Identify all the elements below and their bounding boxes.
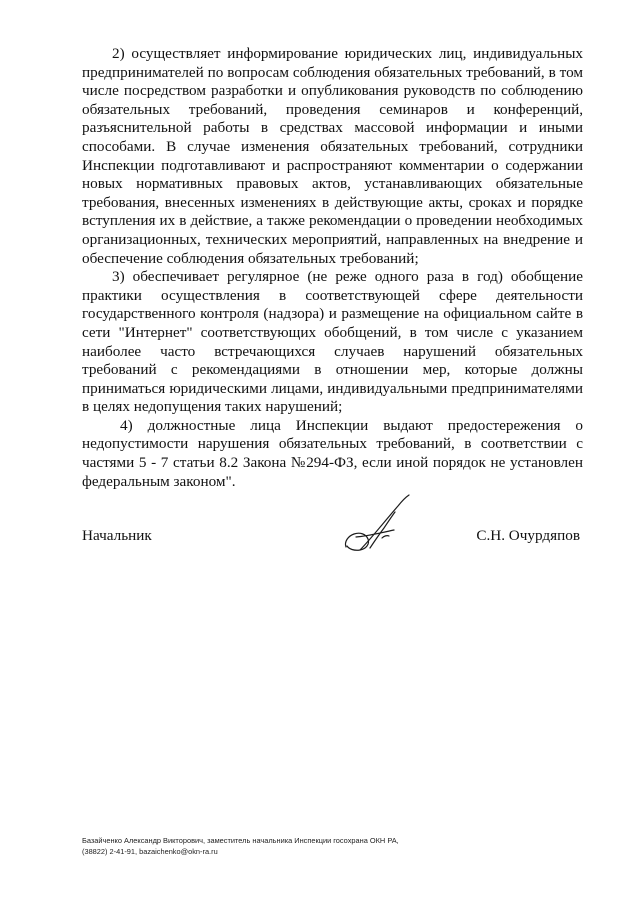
signatory-name: С.Н. Очурдяпов: [476, 527, 580, 544]
paragraph-item-2: 2) осуществляет информирование юридических лиц, индивидуальных предпринимателей по вопросам соблюдения обязательных требований, в том числе посредством разработки и опубликования руководств по соблюдению обязательных требований, проведения семинаров и конференций, разъяснительной работы в средствах массовой информации и иными способами. В случае изменения обязательных требований, сотрудники Инспекции подготавливают и распространяют комментарии о содержании новых нормативных правовых актов, устанавливающих обязательные требования, внесенных изменениях в действующие акты, сроках и порядке вступления их в действие, а также рекомендации о проведении необходимых организационных, технических мероприятий, направленных на внедрение и обеспечение соблюдения обязательных требований;: [82, 45, 583, 267]
signature-block: [82, 527, 583, 547]
footer-executor-line: Базайченко Александр Викторович, заместитель начальника Инспекции госохрана ОКН РА,: [82, 836, 399, 845]
executor-footer: [82, 836, 502, 857]
handwritten-signature-icon: [340, 492, 420, 560]
footer-contact-line: (38822) 2-41-91, bazaichenko@okn-ra.ru: [82, 846, 218, 856]
paragraph-item-4: 4) должностные лица Инспекции выдают предостережения о недопустимости нарушения обязательных требований, в соответствии с частями 5 - 7 статьи 8.2 Закона №294-ФЗ, если иной порядок не установлен федеральным законом".: [82, 416, 583, 490]
signatory-position: Начальник: [82, 527, 152, 544]
paragraph-item-3: 3) обеспечивает регулярное (не реже одного раза в год) обобщение практики осуществления в соответствующей сфере деятельности государственного контроля (надзора) и размещение на официальном сайте в сети "Интернет" соответствующих обобщений, в том числе с указанием наиболее часто встречающихся случаев нарушений обязательных требований с рекомендациями в отношении мер, которые должны приниматься юридическими лицами, индивидуальными предпринимателями в целях недопущения таких нарушений;: [82, 268, 583, 416]
document-body: [82, 45, 583, 491]
